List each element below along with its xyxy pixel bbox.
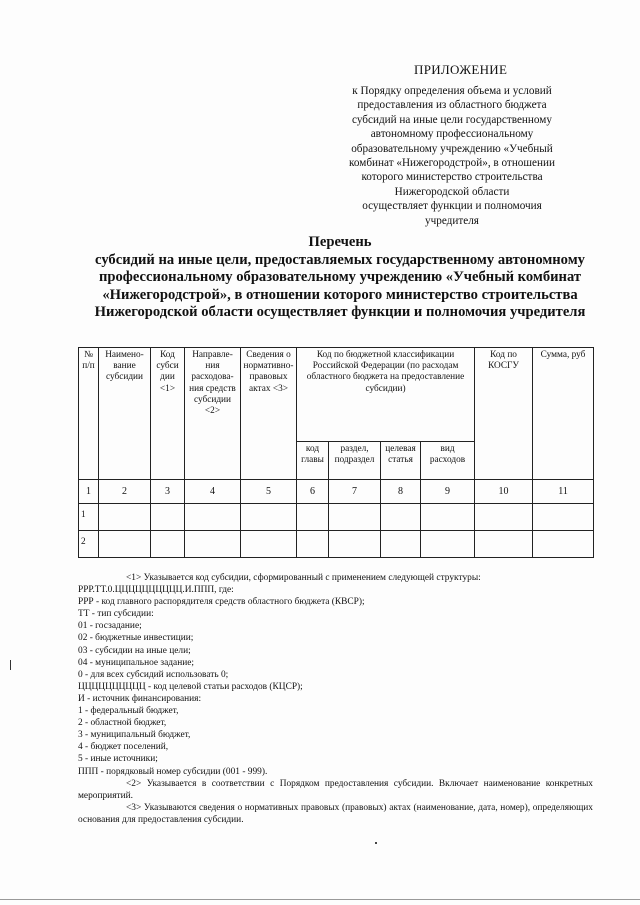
table-cell [185,531,241,558]
footnote-1-line: 03 - субсидии на иные цели; [78,645,191,656]
scan-artifact [375,842,377,844]
list-title-line: Нижегородской области осуществляет функции и полномочия учредителя [94,304,586,320]
column-number: 1 [79,480,99,504]
header-name: Наимено-вание субсидии [99,348,151,480]
table-cell [421,531,475,558]
table-cell [151,531,185,558]
footnote-1-line: 3 - муниципальный бюджет, [78,730,191,741]
header-acts: Сведения о нормативно-правовых актах <3> [241,348,297,480]
table-cell [329,531,381,558]
subsidies-table [78,347,594,558]
table-cell [99,531,151,558]
row-number: 1 [79,504,99,531]
table-cell [421,504,475,531]
table-cell [297,531,329,558]
list-title-line: «Нижегородстрой», в отношении которого министерство строительства [102,286,578,303]
appendix-line: субсидий на иные цели государственному [352,113,552,126]
footnote-1-line: РРР - код главного распорядителя средств областного бюджета (КВСР); [78,597,365,608]
footnote-1-line: 0 - для всех субсидий использовать 0; [78,669,229,680]
scan-artifact [10,660,11,670]
table-cell [99,504,151,531]
column-number: 3 [151,480,185,504]
footnote-1-line: И - источник финансирования: [78,693,202,704]
scan-edge [0,899,640,900]
footnote-1-line: 1 - федеральный бюджет, [78,706,179,717]
footnote-1-line: ЦЦЦЦЦЦЦЦЦЦ - код целевой статьи расходов (КЦСР); [78,681,303,692]
list-title-line: субсидий на иные цели, предоставляемых государственному автономному [95,251,585,268]
header-direction: Направле-ния расходова-ния средств субсидии <2> [185,348,241,480]
table-cell [185,504,241,531]
footnote-1-line: 01 - госзадание; [78,621,142,632]
column-number: 8 [381,480,421,504]
footnote-1-line: 2 - областной бюджет, [78,718,167,729]
subheader-section: раздел, подраздел [329,442,381,480]
column-number: 11 [533,480,594,504]
table-cell [533,504,594,531]
row-number: 2 [79,531,99,558]
column-number: 9 [421,480,475,504]
footnote-1-line: ТТ - тип субсидии: [78,609,154,620]
header-sum: Сумма, руб [533,348,594,480]
list-title [60,234,620,322]
subheader-chapter: код главы [297,442,329,480]
table-cell [297,504,329,531]
table-cell [241,531,297,558]
table-row [79,531,594,558]
column-number: 7 [329,480,381,504]
table-cell [241,504,297,531]
column-number: 6 [297,480,329,504]
appendix-line: Нижегородской области [394,185,510,198]
footnote-1-line: ППП - порядковый номер субсидии (001 - 999). [78,766,268,777]
footnote-1-format: РРР.ТТ.0.ЦЦЦЦЦЦЦЦЦЦ.И.ППП, где: [78,585,234,596]
column-number: 10 [475,480,533,504]
footnote-1-line: 02 - бюджетные инвестиции; [78,633,194,644]
appendix-line: осуществляет функции и полномочия [362,200,542,213]
appendix-line: комбинат «Нижегородстрой», в отношении [349,157,555,170]
footnote-1-intro: <1> Указывается код субсидии, сформированный с применением следующей структуры: [126,573,481,583]
footnote-1-line: 5 - иные источники; [78,754,158,765]
header-code: Код субси дии <1> [151,348,185,480]
table-cell [475,531,533,558]
table-row [79,504,594,531]
table-cell [151,504,185,531]
header-num: № п/п [79,348,99,480]
header-kosgu: Код по КОСГУ [475,348,533,480]
table-cell [329,504,381,531]
appendix-line: предоставления из областного бюджета [357,99,547,112]
subheader-target: целевая статья [381,442,421,480]
column-number: 5 [241,480,297,504]
footnote-2: <2> Указывается в соответствии с Порядком предоставления субсидии. Включает наименование конкретных мероприятий. [78,778,593,801]
appendix-line: образовательному учреждению «Учебный [351,142,553,155]
table-cell [533,531,594,558]
table-cell [475,504,533,531]
header-budget-classification: Код по бюджетной классификации Российской Федерации (по расходам областного бюджета на предоставление субсидии) [297,348,475,442]
subheader-expense: вид расходов [421,442,475,480]
footnotes [78,572,593,826]
footnote-1-line: 04 - муниципальное задание; [78,657,195,668]
footnote-1-line: 4 - бюджет поселений, [78,742,169,753]
appendix-line: к Порядку определения объема и условий [352,85,552,97]
column-number: 4 [185,480,241,504]
appendix-line: учредителя [425,214,479,227]
list-title-line: Перечень [308,234,372,250]
table-cell [381,531,421,558]
table-cell [381,504,421,531]
appendix-title: ПРИЛОЖЕНИЕ [414,62,508,77]
footnote-3: <3> Указываются сведения о нормативных правовых (правовых) актах (наименование, дата, номер), определяющих основания для предоставления субсидии. [78,802,593,825]
appendix-line: которого министерство строительства [361,171,543,184]
appendix-line: автономному профессиональному [370,128,534,141]
column-number: 2 [99,480,151,504]
list-title-line: профессиональному образовательному учреждению «Учебный комбинат [98,269,582,285]
appendix-description [328,84,576,228]
